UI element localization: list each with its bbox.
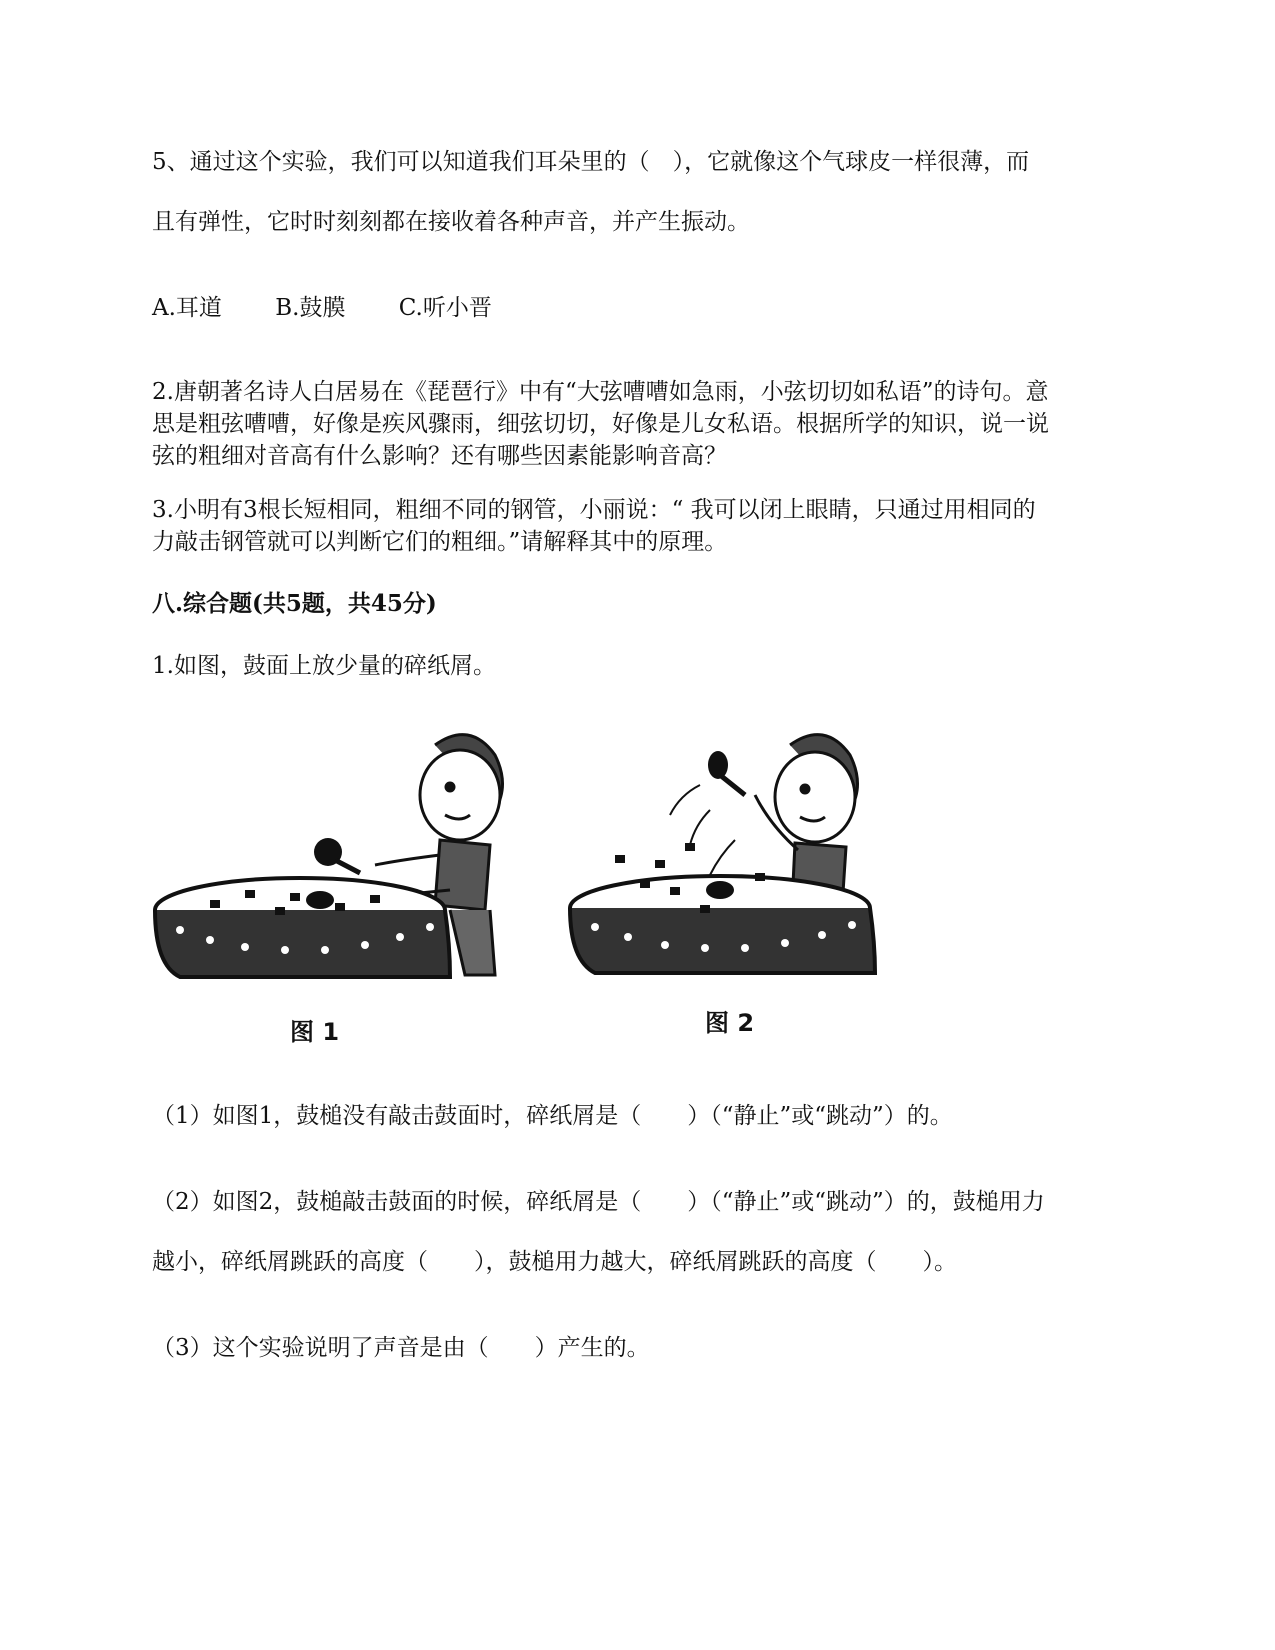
figure-2-caption: 图 2 — [705, 1009, 755, 1037]
option-b: B.鼓膜 — [275, 295, 346, 321]
section-heading: 八.综合题(共5题，共45分) — [152, 590, 437, 617]
sub-question-1: （1）如图1，鼓槌没有敲击鼓面时，碎纸屑是（ ）（“静止”或“跳动”）的。 — [152, 1103, 953, 1129]
q5-line-1: 5、通过这个实验，我们可以知道我们耳朵里的（ ），它就像这个气球皮一样很薄，而 — [152, 149, 1030, 175]
q3-line-2: 力敲击钢管就可以判断它们的粗细。”请解释其中的原理。 — [152, 529, 728, 555]
option-c: C.听小晋 — [398, 295, 492, 321]
drum-figure-1 — [150, 715, 530, 995]
q3-line-1: 3.小明有3根长短相同，粗细不同的钢管，小丽说：“ 我可以闭上眼睛，只通过用相同的 — [152, 497, 1036, 523]
q5-options — [152, 292, 538, 324]
figure-1-caption: 图 1 — [290, 1018, 340, 1046]
drum-figure-2 — [560, 715, 900, 990]
q1-intro: 1.如图，鼓面上放少量的碎纸屑。 — [152, 653, 496, 679]
q5-line-2: 且有弹性，它时时刻刻都在接收着各种声音，并产生振动。 — [152, 209, 750, 235]
q2-line-1: 2.唐朝著名诗人白居易在《琵琶行》中有“大弦嘈嘈如急雨，小弦切切如私语”的诗句。意 — [152, 379, 1049, 405]
sub-question-3: （3）这个实验说明了声音是由（ ）产生的。 — [152, 1335, 650, 1361]
sub-question-2-line-2: 越小，碎纸屑跳跃的高度（ ），鼓槌用力越大，碎纸屑跳跃的高度（ ）。 — [152, 1249, 957, 1275]
q2-line-3: 弦的粗细对音高有什么影响？还有哪些因素能影响音高？ — [152, 443, 727, 469]
q2-line-2: 思是粗弦嘈嘈，好像是疾风骤雨，细弦切切，好像是儿女私语。根据所学的知识，说一说 — [152, 411, 1049, 437]
option-a: A.耳道 — [152, 295, 222, 321]
sub-question-2-line-1: （2）如图2，鼓槌敲击鼓面的时候，碎纸屑是（ ）（“静止”或“跳动”）的，鼓槌用力 — [152, 1189, 1045, 1215]
